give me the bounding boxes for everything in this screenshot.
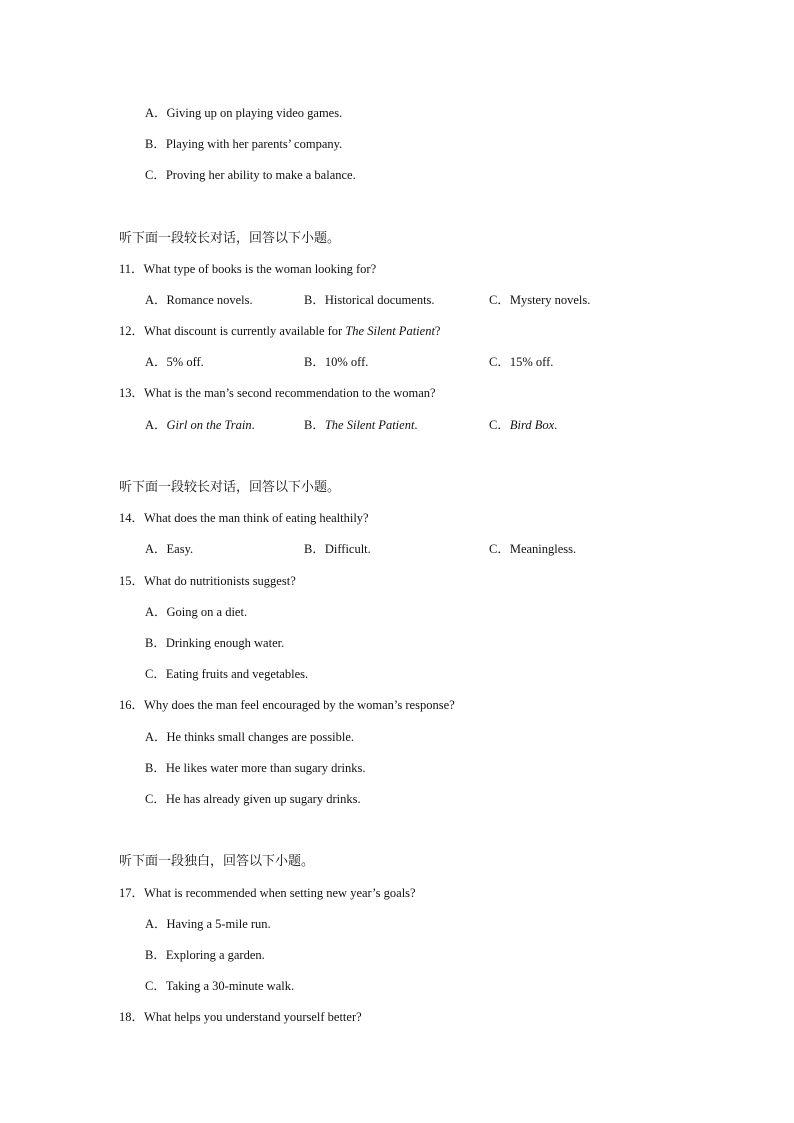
- q11-option-b: [304, 292, 435, 308]
- option-b: [145, 136, 342, 152]
- section-instruction: 听下面一段较长对话，回答以下小题。: [119, 230, 341, 245]
- question-15: [119, 573, 296, 589]
- option-letter: A．: [145, 542, 167, 556]
- option-letter: B．: [304, 293, 325, 307]
- option-text: Mystery novels.: [509, 293, 591, 307]
- option-letter: B．: [304, 542, 325, 556]
- book-title: The Silent Patient: [345, 324, 435, 338]
- question-text: What does the man think of eating healthily?: [144, 511, 369, 525]
- q15-option-b: [145, 635, 284, 651]
- question-number: 15．: [119, 574, 145, 588]
- question-number: 12．: [119, 324, 145, 338]
- question-number: 11．: [119, 262, 144, 276]
- question-11: [119, 261, 376, 277]
- option-letter: A．: [145, 106, 167, 120]
- option-text: Going on a diet.: [166, 605, 248, 619]
- q14-option-c: [489, 541, 576, 557]
- section-instruction: 听下面一段较长对话，回答以下小题。: [119, 479, 341, 494]
- option-text: Giving up on playing video games.: [166, 106, 343, 120]
- option-text: 5% off.: [166, 355, 204, 369]
- option-text: He likes water more than sugary drinks.: [165, 761, 366, 775]
- q16-option-c: [145, 791, 361, 807]
- q13-option-b: [304, 417, 418, 433]
- q11-option-a: [145, 292, 253, 308]
- option-letter: B．: [304, 418, 325, 432]
- question-text: What do nutritionists suggest?: [144, 574, 296, 588]
- option-letter: B．: [145, 137, 166, 151]
- option-text: 15% off.: [509, 355, 554, 369]
- option-letter: C．: [145, 168, 166, 182]
- q15-option-a: [145, 604, 247, 620]
- option-letter: B．: [304, 355, 325, 369]
- option-text: Historical documents.: [324, 293, 435, 307]
- option-text: Drinking enough water.: [165, 636, 285, 650]
- question-punct: ?: [434, 324, 441, 338]
- option-letter: C．: [489, 418, 510, 432]
- option-letter: C．: [145, 979, 166, 993]
- question-text: What discount is currently available for: [144, 324, 346, 338]
- q15-option-c: [145, 666, 308, 682]
- q16-option-b: [145, 760, 365, 776]
- question-number: 16．: [119, 698, 145, 712]
- question-13: [119, 385, 436, 401]
- option-letter: C．: [489, 293, 510, 307]
- q16-option-a: [145, 729, 354, 745]
- question-text: What type of books is the woman looking for?: [143, 262, 377, 276]
- option-letter: B．: [145, 948, 166, 962]
- q17-option-a: [145, 916, 271, 932]
- question-18: [119, 1009, 362, 1025]
- option-letter: B．: [145, 761, 166, 775]
- question-16: [119, 697, 455, 713]
- question-14: [119, 510, 369, 526]
- book-title: Bird Box: [509, 418, 555, 432]
- section-instruction: 听下面一段独白，回答以下小题。: [119, 853, 315, 868]
- question-text: What helps you understand yourself better?: [144, 1010, 362, 1024]
- option-text: Exploring a garden.: [165, 948, 265, 962]
- option-text: Meaningless.: [509, 542, 577, 556]
- option-a: [145, 105, 342, 121]
- q12-option-a: [145, 354, 204, 370]
- question-17: [119, 885, 416, 901]
- question-number: 14．: [119, 511, 145, 525]
- q14-option-b: [304, 541, 371, 557]
- question-text: What is the man’s second recommendation to the woman?: [144, 386, 436, 400]
- option-text: Having a 5-mile run.: [166, 917, 271, 931]
- q11-option-c: [489, 292, 590, 308]
- option-letter: A．: [145, 355, 167, 369]
- q17-option-c: [145, 978, 294, 994]
- option-c: [145, 167, 356, 183]
- book-title: Girl on the Train: [166, 418, 252, 432]
- option-letter: C．: [489, 542, 510, 556]
- q12-option-c: [489, 354, 553, 370]
- question-number: 13．: [119, 386, 145, 400]
- option-text: Romance novels.: [166, 293, 253, 307]
- option-letter: C．: [145, 667, 166, 681]
- option-letter: C．: [145, 792, 166, 806]
- question-text: Why does the man feel encouraged by the woman’s response?: [144, 698, 455, 712]
- option-text: Eating fruits and vegetables.: [165, 667, 309, 681]
- option-letter: A．: [145, 418, 167, 432]
- option-text: Difficult.: [324, 542, 371, 556]
- option-text: Taking a 30-minute walk.: [165, 979, 295, 993]
- option-punct: .: [554, 418, 558, 432]
- question-text: What is recommended when setting new year’s goals?: [144, 886, 416, 900]
- option-text: 10% off.: [324, 355, 369, 369]
- q13-option-a: [145, 417, 255, 433]
- option-text: Easy.: [166, 542, 194, 556]
- book-title: The Silent Patient: [324, 418, 415, 432]
- option-text: Playing with her parents’ company.: [165, 137, 343, 151]
- q14-option-a: [145, 541, 193, 557]
- option-letter: A．: [145, 293, 167, 307]
- q12-option-b: [304, 354, 368, 370]
- option-punct: .: [414, 418, 418, 432]
- option-letter: C．: [489, 355, 510, 369]
- question-12: [119, 323, 440, 339]
- option-letter: A．: [145, 917, 167, 931]
- q13-option-c: [489, 417, 557, 433]
- question-number: 17．: [119, 886, 145, 900]
- option-text: He thinks small changes are possible.: [166, 730, 354, 744]
- option-text: He has already given up sugary drinks.: [165, 792, 361, 806]
- option-punct: .: [251, 418, 255, 432]
- option-letter: A．: [145, 730, 167, 744]
- question-number: 18．: [119, 1010, 145, 1024]
- option-letter: A．: [145, 605, 167, 619]
- q17-option-b: [145, 947, 265, 963]
- option-letter: B．: [145, 636, 166, 650]
- option-text: Proving her ability to make a balance.: [165, 168, 356, 182]
